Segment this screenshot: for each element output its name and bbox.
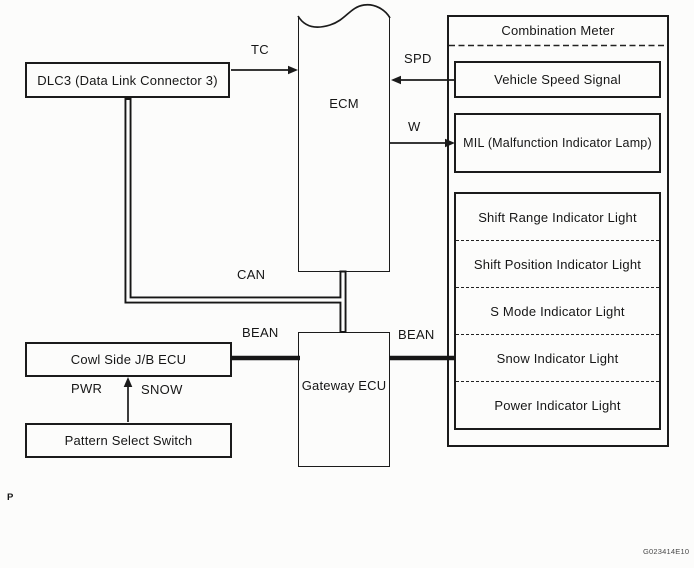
signal-label-bean-right: BEAN (398, 327, 435, 342)
combination-meter-title: Combination Meter (501, 22, 615, 38)
node-dlc3-label: DLC3 (Data Link Connector 3) (37, 72, 218, 88)
node-cowl-side-jb-ecu-label: Cowl Side J/B ECU (70, 352, 187, 367)
node-ecm-label: ECM (329, 96, 359, 111)
node-gateway-ecu-label: Gateway ECU (301, 378, 387, 393)
signal-label-snow: SNOW (141, 382, 183, 397)
tc-arrow (231, 66, 298, 75)
indicator-shift-position: Shift Position Indicator Light (456, 240, 659, 287)
signal-label-can: CAN (237, 267, 266, 282)
signal-label-tc: TC (251, 42, 269, 57)
page-marker: P (7, 492, 14, 503)
vehicle-speed-signal-box (454, 61, 661, 98)
pattern-switch-arrow (124, 377, 133, 422)
indicator-snow: Snow Indicator Light (456, 334, 659, 381)
w-arrow (390, 139, 455, 148)
vehicle-speed-signal-label: Vehicle Speed Signal (494, 72, 621, 87)
node-cowl-side-jb-ecu (25, 342, 232, 377)
signal-label-pwr: PWR (71, 381, 103, 396)
node-pattern-select-switch (25, 423, 232, 458)
node-gateway-ecu (298, 332, 390, 467)
spd-arrow (391, 76, 454, 85)
mil-box (454, 113, 661, 173)
indicator-power: Power Indicator Light (456, 381, 659, 428)
signal-label-spd: SPD (404, 51, 432, 66)
signal-label-bean-left: BEAN (242, 325, 279, 340)
node-dlc3 (25, 62, 230, 98)
signal-label-w: W (408, 119, 421, 134)
figure-code: G023414E10 (643, 547, 690, 556)
node-pattern-select-switch-label: Pattern Select Switch (64, 433, 193, 448)
indicator-shift-range: Shift Range Indicator Light (478, 209, 637, 225)
mil-label: MIL (Malfunction Indicator Lamp) (463, 136, 652, 150)
indicator-s-mode: S Mode Indicator Light (456, 287, 659, 334)
node-ecm (298, 16, 390, 272)
indicator-lights-box (454, 192, 661, 430)
